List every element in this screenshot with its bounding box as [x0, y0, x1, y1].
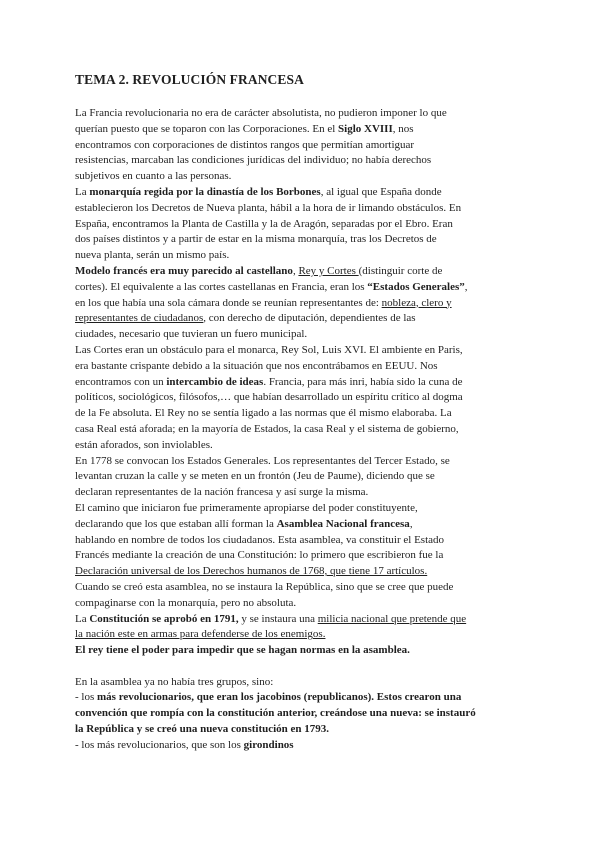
text-run: , al igual que España donde	[320, 185, 442, 198]
text-line	[75, 375, 535, 391]
text-run: políticos, sociológicos, filósofos,… que habían desarrollado un espíritu crítico al dogma	[75, 391, 463, 404]
text-line	[75, 438, 535, 454]
bold-text: “Estados Generales”	[367, 280, 465, 293]
document-title: TEMA 2. REVOLUCIÓN FRANCESA	[75, 72, 304, 87]
text-line	[75, 138, 535, 154]
text-line	[75, 153, 535, 169]
text-run: querían puesto que se toparon con las Corporaciones. En el	[75, 122, 339, 135]
text-line	[75, 485, 535, 501]
bold-text: girondinos	[243, 738, 294, 751]
text-line	[75, 469, 535, 485]
text-line	[75, 422, 535, 438]
text-line	[75, 201, 535, 217]
text-line	[75, 533, 535, 549]
text-line	[75, 280, 535, 296]
text-line	[75, 722, 535, 738]
text-run: (distinguir corte de	[358, 264, 443, 277]
text-run: subjetivos en cuanto a las personas.	[75, 170, 232, 183]
text-run: encontramos con corporaciones de distintos rangos que permitían amortiguar	[75, 138, 415, 151]
text-line	[75, 217, 535, 233]
blank-line	[75, 659, 535, 675]
text-run: están aforados, son inviolables.	[75, 438, 213, 451]
text-line	[75, 327, 535, 343]
text-run: en los que había una sola cámara donde se reunían representantes de:	[75, 296, 382, 309]
text-run: Las Cortes eran un obstáculo para el monarca, Rey Sol, Luis XVI. El ambiente en Paris,	[75, 343, 463, 356]
text-run: En 1778 se convocan los Estados Generales. Los representantes del Tercer Estado, se	[75, 454, 450, 467]
text-line	[75, 232, 535, 248]
text-run: ciudades, necesario que tuvieran un fuero municipal.	[75, 328, 308, 341]
bold-text: monarquía regida por la dinastía de los Borbones	[89, 185, 321, 198]
text-run: La Francia revolucionaria no era de carácter absolutista, no pudieron imponer lo que	[75, 107, 447, 119]
text-run: establecieron los Decretos de Nueva planta, hábil a la hora de ir limando obstáculos. En	[75, 201, 462, 214]
text-line	[75, 311, 535, 327]
text-run: casa Real está aforada; en la mayoría de Estados, la casa Real y el sistema de gobierno,	[75, 422, 459, 435]
text-run: encontramos con un	[75, 375, 167, 388]
text-run: resistencias, marcaban las condiciones jurídicas del individuo; no había derechos	[75, 154, 432, 167]
text-run: nueva planta, serán un mismo país.	[75, 249, 230, 262]
text-line	[75, 106, 535, 122]
text-run: Cuando se creó esta asamblea, no se instaura la República, sino que se cree que puede	[75, 580, 454, 593]
text-run: - los	[75, 691, 97, 704]
text-run: . Francia, para más inri, había sido la cuna de	[263, 375, 463, 388]
text-run: - los más revolucionarios, que son los	[75, 738, 244, 751]
text-run: era bastante crispante debido a la situación que nos encontrábamos en EEUU. Nos	[75, 359, 438, 372]
text-run: El camino que iniciaron fue primeramente apropiarse del poder constituyente,	[75, 501, 418, 514]
text-line	[75, 406, 535, 422]
text-line	[75, 390, 535, 406]
bold-text: Constitución se aprobó en 1791,	[89, 612, 239, 625]
document-body	[75, 106, 535, 754]
bold-text: Siglo XVIII	[338, 122, 393, 135]
underlined-text: milicia nacional que pretende que	[317, 612, 467, 625]
text-line	[75, 264, 535, 280]
bold-text: la República y se creó una nueva constitución en 1793.	[75, 723, 330, 736]
bold-text: convención que rompía con la constitución anterior, creándose una nueva: se instauró	[75, 707, 476, 720]
text-line	[75, 548, 535, 564]
text-run: La	[75, 612, 90, 625]
text-line	[75, 169, 535, 185]
text-run: Francés mediante la creación de una Constitución: lo primero que escribieron fue la	[75, 549, 444, 562]
text-line	[75, 122, 535, 138]
text-run: de la Fe absoluta. El Rey no se sentía ligado a las normas que él mismo elaboraba. La	[75, 407, 452, 420]
text-line	[75, 675, 535, 691]
text-line	[75, 454, 535, 470]
text-line	[75, 248, 535, 264]
text-run: ,	[292, 264, 299, 277]
text-line	[75, 627, 535, 643]
underlined-text: nobleza, clero y	[381, 296, 452, 309]
text-run: declarando que los que estaban allí forman la	[75, 517, 277, 530]
text-line	[75, 643, 535, 659]
text-run: y se instaura una	[238, 612, 318, 625]
text-line	[75, 185, 535, 201]
text-run: ,	[409, 517, 413, 530]
text-run: dos países distintos y a partir de estar en la misma monarquía, tras los Decretos de	[75, 233, 437, 246]
underlined-text: Declaración universal de los Derechos humanos de 1768, que tiene 17 artículos.	[75, 565, 428, 578]
text-line	[75, 596, 535, 612]
text-line	[75, 343, 535, 359]
text-run: cortes). El equivalente a las cortes castellanas en Francia, eran los	[75, 280, 368, 293]
text-line	[75, 706, 535, 722]
text-run: , nos	[392, 122, 414, 135]
text-run: compaginarse con la monarquía, pero no absoluta.	[75, 596, 297, 609]
text-line	[75, 580, 535, 596]
text-run: En la asamblea ya no había tres grupos, sino:	[75, 675, 274, 688]
text-line	[75, 564, 535, 580]
text-line	[75, 501, 535, 517]
text-run: hablando en nombre de todos los ciudadanos. Esta asamblea, va constituir el Estado	[75, 533, 445, 546]
text-line	[75, 612, 535, 628]
bold-text: El rey tiene el poder para impedir que se hagan normas en la asamblea.	[75, 644, 410, 657]
bold-text: Asamblea Nacional francesa	[276, 517, 410, 530]
bold-text: intercambio de ideas	[166, 375, 264, 388]
text-line	[75, 296, 535, 312]
underlined-text: representantes de ciudadanos	[75, 312, 204, 325]
text-run: levantan cruzan la calle y se meten en un frontón (Jeu de Paume), diciendo que se	[75, 470, 435, 483]
text-run: declaran representantes de la nación francesa y así surge la misma.	[75, 486, 369, 499]
text-line	[75, 690, 535, 706]
bold-text: más revolucionarios, que eran los jacobinos (republicanos). Estos crearon una	[97, 691, 462, 704]
text-line	[75, 359, 535, 375]
bold-text: Modelo francés era muy parecido al castellano	[75, 264, 293, 277]
text-run: La	[75, 185, 90, 198]
text-line	[75, 738, 535, 754]
underlined-text: Rey y Cortes	[298, 264, 359, 277]
text-run: ,	[464, 280, 468, 293]
underlined-text: la nación este en armas para defenderse de los enemigos.	[75, 628, 326, 641]
text-line	[75, 517, 535, 533]
text-run: España, encontramos la Planta de Castilla y la de Aragón, separadas por el Ebro. Eran	[75, 217, 453, 230]
text-run: , con derecho de diputación, dependientes de las	[203, 312, 416, 325]
